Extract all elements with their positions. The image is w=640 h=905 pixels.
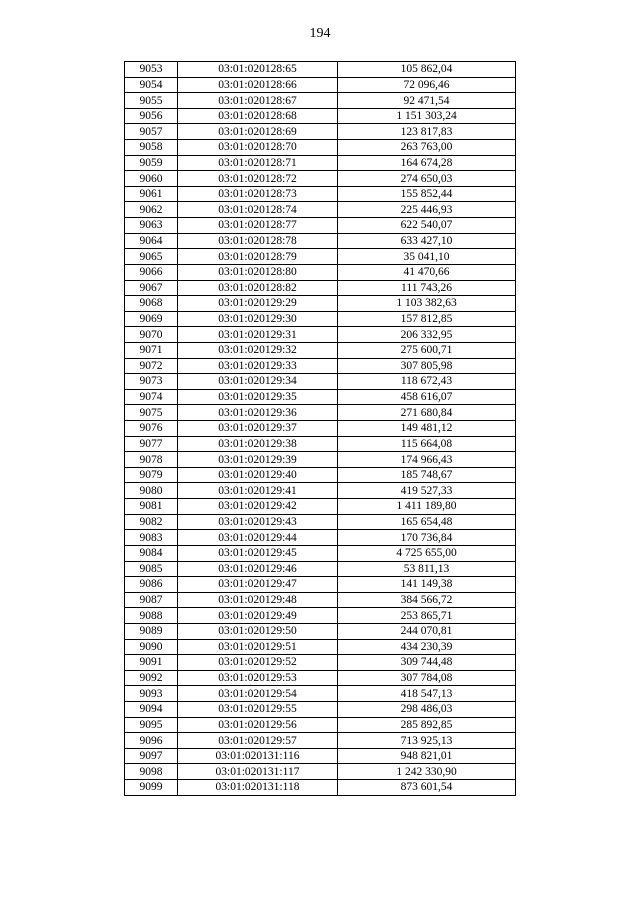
cadastral-number-cell: 03:01:020131:118 (178, 780, 338, 796)
row-number-cell: 9086 (125, 577, 178, 593)
cadastral-number-cell: 03:01:020129:52 (178, 655, 338, 671)
row-number-cell: 9067 (125, 280, 178, 296)
cadastral-number-cell: 03:01:020129:47 (178, 577, 338, 593)
table-row (125, 264, 516, 280)
cadastral-value-cell: 622 540,07 (338, 218, 516, 234)
row-number-cell: 9096 (125, 733, 178, 749)
row-number-cell: 9078 (125, 452, 178, 468)
table-row (125, 436, 516, 452)
table-row (125, 296, 516, 312)
cadastral-value-cell: 157 812,85 (338, 311, 516, 327)
cadastral-number-cell: 03:01:020129:56 (178, 717, 338, 733)
row-number-cell: 9071 (125, 342, 178, 358)
cadastral-value-cell: 263 763,00 (338, 140, 516, 156)
table-row (125, 311, 516, 327)
row-number-cell: 9097 (125, 748, 178, 764)
cadastral-value-cell: 309 744,48 (338, 655, 516, 671)
cadastral-value-cell: 274 650,03 (338, 171, 516, 187)
cadastral-value-cell: 185 748,67 (338, 467, 516, 483)
table-row (125, 62, 516, 78)
table-row (125, 655, 516, 671)
table-row (125, 561, 516, 577)
row-number-cell: 9077 (125, 436, 178, 452)
row-number-cell: 9087 (125, 592, 178, 608)
table-row (125, 748, 516, 764)
cadastral-number-cell: 03:01:020129:43 (178, 514, 338, 530)
cadastral-value-cell: 105 862,04 (338, 62, 516, 78)
cadastral-value-cell: 307 784,08 (338, 670, 516, 686)
cadastral-number-cell: 03:01:020129:51 (178, 639, 338, 655)
cadastral-value-cell: 123 817,83 (338, 124, 516, 140)
row-number-cell: 9098 (125, 764, 178, 780)
row-number-cell: 9073 (125, 374, 178, 390)
table-body (125, 62, 516, 796)
row-number-cell: 9070 (125, 327, 178, 343)
cadastral-number-cell: 03:01:020129:35 (178, 389, 338, 405)
row-number-cell: 9060 (125, 171, 178, 187)
cadastral-number-cell: 03:01:020128:72 (178, 171, 338, 187)
row-number-cell: 9058 (125, 140, 178, 156)
cadastral-number-cell: 03:01:020128:67 (178, 93, 338, 109)
row-number-cell: 9088 (125, 608, 178, 624)
cadastral-value-cell: 4 725 655,00 (338, 545, 516, 561)
cadastral-number-cell: 03:01:020129:29 (178, 296, 338, 312)
table-row (125, 514, 516, 530)
cadastral-value-cell: 384 566,72 (338, 592, 516, 608)
table-row (125, 405, 516, 421)
cadastral-value-cell: 206 332,95 (338, 327, 516, 343)
cadastral-value-cell: 1 103 382,63 (338, 296, 516, 312)
row-number-cell: 9094 (125, 701, 178, 717)
cadastral-value-cell: 253 865,71 (338, 608, 516, 624)
cadastral-value-cell: 111 743,26 (338, 280, 516, 296)
cadastral-number-cell: 03:01:020129:49 (178, 608, 338, 624)
cadastral-value-cell: 307 805,98 (338, 358, 516, 374)
row-number-cell: 9066 (125, 264, 178, 280)
cadastral-value-cell: 244 070,81 (338, 623, 516, 639)
row-number-cell: 9059 (125, 155, 178, 171)
row-number-cell: 9089 (125, 623, 178, 639)
table-row (125, 670, 516, 686)
cadastral-value-cell: 713 925,13 (338, 733, 516, 749)
row-number-cell: 9092 (125, 670, 178, 686)
table-row (125, 108, 516, 124)
cadastral-number-cell: 03:01:020128:80 (178, 264, 338, 280)
cadastral-value-cell: 155 852,44 (338, 186, 516, 202)
cadastral-number-cell: 03:01:020128:82 (178, 280, 338, 296)
table-row (125, 608, 516, 624)
row-number-cell: 9069 (125, 311, 178, 327)
cadastral-value-cell: 174 966,43 (338, 452, 516, 468)
cadastral-value-cell: 115 664,08 (338, 436, 516, 452)
cadastral-number-cell: 03:01:020128:73 (178, 186, 338, 202)
row-number-cell: 9063 (125, 218, 178, 234)
cadastral-value-cell: 92 471,54 (338, 93, 516, 109)
table-row (125, 124, 516, 140)
table-row (125, 686, 516, 702)
row-number-cell: 9062 (125, 202, 178, 218)
cadastral-number-cell: 03:01:020128:77 (178, 218, 338, 234)
cadastral-number-cell: 03:01:020129:44 (178, 530, 338, 546)
data-table (124, 61, 516, 796)
cadastral-number-cell: 03:01:020128:66 (178, 77, 338, 93)
row-number-cell: 9068 (125, 296, 178, 312)
cadastral-number-cell: 03:01:020129:42 (178, 499, 338, 515)
table-row (125, 483, 516, 499)
cadastral-value-cell: 1 242 330,90 (338, 764, 516, 780)
table-row (125, 389, 516, 405)
table-row (125, 186, 516, 202)
table-row (125, 218, 516, 234)
table-row (125, 733, 516, 749)
cadastral-number-cell: 03:01:020129:38 (178, 436, 338, 452)
table-row (125, 639, 516, 655)
cadastral-value-cell: 164 674,28 (338, 155, 516, 171)
table-row (125, 249, 516, 265)
table-row (125, 545, 516, 561)
table-row (125, 780, 516, 796)
table-row (125, 421, 516, 437)
cadastral-value-cell: 170 736,84 (338, 530, 516, 546)
cadastral-number-cell: 03:01:020129:55 (178, 701, 338, 717)
row-number-cell: 9076 (125, 421, 178, 437)
table-row (125, 452, 516, 468)
page-number: 194 (309, 26, 331, 41)
cadastral-value-cell: 271 680,84 (338, 405, 516, 421)
cadastral-number-cell: 03:01:020128:65 (178, 62, 338, 78)
cadastral-value-cell: 948 821,01 (338, 748, 516, 764)
cadastral-number-cell: 03:01:020128:69 (178, 124, 338, 140)
table-row (125, 701, 516, 717)
cadastral-number-cell: 03:01:020129:50 (178, 623, 338, 639)
cadastral-number-cell: 03:01:020128:78 (178, 233, 338, 249)
row-number-cell: 9065 (125, 249, 178, 265)
cadastral-value-cell: 35 041,10 (338, 249, 516, 265)
row-number-cell: 9057 (125, 124, 178, 140)
row-number-cell: 9072 (125, 358, 178, 374)
cadastral-number-cell: 03:01:020129:36 (178, 405, 338, 421)
cadastral-number-cell: 03:01:020129:32 (178, 342, 338, 358)
cadastral-number-cell: 03:01:020129:40 (178, 467, 338, 483)
row-number-cell: 9091 (125, 655, 178, 671)
cadastral-number-cell: 03:01:020129:33 (178, 358, 338, 374)
cadastral-value-cell: 285 892,85 (338, 717, 516, 733)
table-row (125, 717, 516, 733)
cadastral-value-cell: 149 481,12 (338, 421, 516, 437)
cadastral-value-cell: 633 427,10 (338, 233, 516, 249)
cadastral-number-cell: 03:01:020129:41 (178, 483, 338, 499)
cadastral-number-cell: 03:01:020128:74 (178, 202, 338, 218)
row-number-cell: 9082 (125, 514, 178, 530)
cadastral-value-cell: 1 411 189,80 (338, 499, 516, 515)
cadastral-number-cell: 03:01:020129:39 (178, 452, 338, 468)
cadastral-number-cell: 03:01:020129:31 (178, 327, 338, 343)
table-row (125, 592, 516, 608)
table-row (125, 358, 516, 374)
table-row (125, 155, 516, 171)
table-row (125, 499, 516, 515)
row-number-cell: 9064 (125, 233, 178, 249)
cadastral-number-cell: 03:01:020128:68 (178, 108, 338, 124)
row-number-cell: 9090 (125, 639, 178, 655)
cadastral-number-cell: 03:01:020128:71 (178, 155, 338, 171)
row-number-cell: 9095 (125, 717, 178, 733)
cadastral-value-cell: 72 096,46 (338, 77, 516, 93)
cadastral-value-cell: 118 672,43 (338, 374, 516, 390)
cadastral-number-cell: 03:01:020128:79 (178, 249, 338, 265)
cadastral-number-cell: 03:01:020131:116 (178, 748, 338, 764)
row-number-cell: 9061 (125, 186, 178, 202)
table-row (125, 764, 516, 780)
cadastral-value-cell: 165 654,48 (338, 514, 516, 530)
row-number-cell: 9093 (125, 686, 178, 702)
row-number-cell: 9055 (125, 93, 178, 109)
cadastral-value-cell: 141 149,38 (338, 577, 516, 593)
table-row (125, 342, 516, 358)
row-number-cell: 9084 (125, 545, 178, 561)
cadastral-value-cell: 873 601,54 (338, 780, 516, 796)
cadastral-value-cell: 275 600,71 (338, 342, 516, 358)
table-row (125, 530, 516, 546)
row-number-cell: 9085 (125, 561, 178, 577)
cadastral-value-cell: 53 811,13 (338, 561, 516, 577)
table-row (125, 467, 516, 483)
cadastral-value-cell: 458 616,07 (338, 389, 516, 405)
table-row (125, 77, 516, 93)
cadastral-value-cell: 434 230,39 (338, 639, 516, 655)
cadastral-number-cell: 03:01:020129:30 (178, 311, 338, 327)
row-number-cell: 9053 (125, 62, 178, 78)
table-row (125, 577, 516, 593)
cadastral-number-cell: 03:01:020129:48 (178, 592, 338, 608)
cadastral-number-cell: 03:01:020129:57 (178, 733, 338, 749)
cadastral-number-cell: 03:01:020129:37 (178, 421, 338, 437)
row-number-cell: 9056 (125, 108, 178, 124)
cadastral-value-cell: 41 470,66 (338, 264, 516, 280)
row-number-cell: 9080 (125, 483, 178, 499)
table-row (125, 171, 516, 187)
row-number-cell: 9083 (125, 530, 178, 546)
cadastral-number-cell: 03:01:020129:46 (178, 561, 338, 577)
table-row (125, 233, 516, 249)
cadastral-value-cell: 418 547,13 (338, 686, 516, 702)
row-number-cell: 9074 (125, 389, 178, 405)
table-row (125, 623, 516, 639)
table-row (125, 202, 516, 218)
table-row (125, 280, 516, 296)
cadastral-number-cell: 03:01:020129:34 (178, 374, 338, 390)
table-row (125, 140, 516, 156)
row-number-cell: 9081 (125, 499, 178, 515)
cadastral-value-cell: 298 486,03 (338, 701, 516, 717)
row-number-cell: 9054 (125, 77, 178, 93)
cadastral-number-cell: 03:01:020129:45 (178, 545, 338, 561)
cadastral-number-cell: 03:01:020129:53 (178, 670, 338, 686)
row-number-cell: 9099 (125, 780, 178, 796)
table-row (125, 374, 516, 390)
cadastral-number-cell: 03:01:020129:54 (178, 686, 338, 702)
cadastral-value-cell: 1 151 303,24 (338, 108, 516, 124)
row-number-cell: 9075 (125, 405, 178, 421)
cadastral-value-cell: 419 527,33 (338, 483, 516, 499)
table-row (125, 93, 516, 109)
cadastral-number-cell: 03:01:020131:117 (178, 764, 338, 780)
cadastral-value-cell: 225 446,93 (338, 202, 516, 218)
table-row (125, 327, 516, 343)
cadastral-number-cell: 03:01:020128:70 (178, 140, 338, 156)
row-number-cell: 9079 (125, 467, 178, 483)
